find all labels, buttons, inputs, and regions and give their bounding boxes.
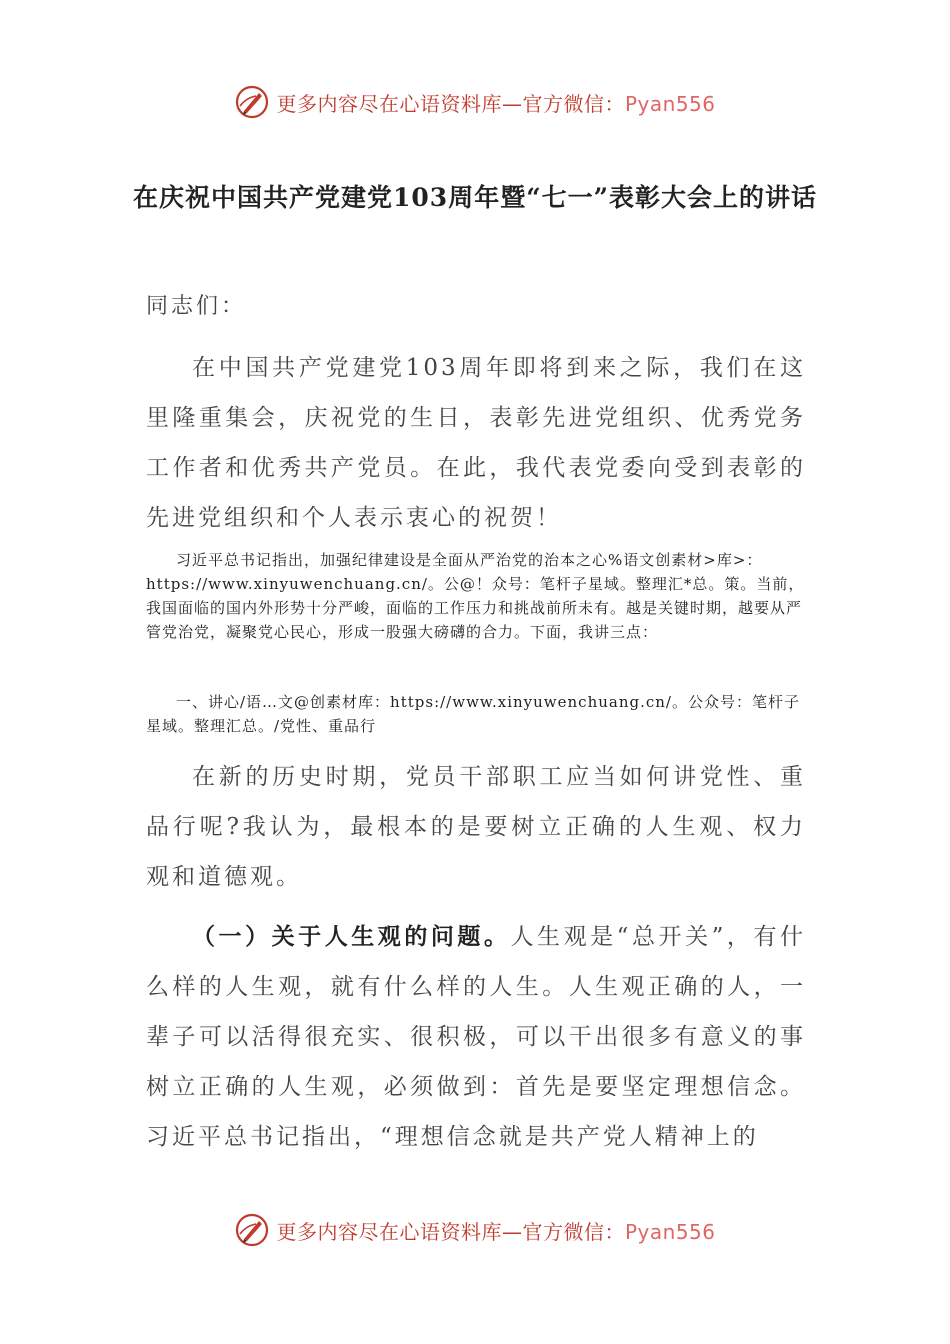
section-heading-1: 一、讲心/语…文@创素材库：https://www.xinyuwenchuang.cn/。公众号：笔杆子星域。整理汇总。/党性、重品行 (146, 693, 800, 735)
paragraph-discipline: 习近平总书记指出，加强纪律建设是全面从严治党的治本之心%语文创素材>库>：https://www.xinyuwenchuang.cn/。公@！众号：笔杆子星域。整理汇*总。策。当前，我国面临的国内外形势十分严峻，面临的工作压力和挑战前所未有。越是关键时期，越要从严管党治党，凝聚党心民心，形成一股强大磅礴的合力。下面，我讲三点： (146, 551, 805, 641)
banner-tagline: 官方微信： (522, 91, 625, 116)
paragraph-outlook-on-life (146, 912, 806, 1162)
footer-banner (0, 1208, 950, 1252)
banner-text (276, 88, 715, 117)
banner-separator: — (501, 1219, 523, 1244)
pen-logo-icon (234, 84, 270, 120)
subsection-body: 人生观是“总开关”，有什么样的人生观，就有什么样的人生。人生观正确的人，一辈子可以活得很充实、很积极，可以干出很多有意义的事树立正确的人生观，必须做到：首先是要坚定理想信念。习近平总书记指出，“理想信念就是共产党人精神上的 (146, 924, 806, 1150)
banner-brand: Pyan556 (624, 1219, 716, 1244)
subsection-heading: （一）关于人生观的问题。 (192, 923, 511, 950)
header-banner (0, 80, 950, 124)
pen-logo-icon (234, 1212, 270, 1248)
banner-text (276, 1216, 715, 1245)
banner-tagline: 官方微信： (522, 1219, 625, 1244)
greeting: 同志们： (146, 294, 247, 319)
banner-main-text: 更多内容尽在心语资料库 (276, 91, 502, 116)
document-title: 在庆祝中国共产党建党103周年暨“七一”表彰大会上的讲话 (133, 183, 817, 212)
banner-brand: Pyan556 (624, 91, 716, 116)
paragraph-party-spirit: 在新的历史时期，党员干部职工应当如何讲党性、重品行呢?我认为，最根本的是要树立正确的人生观、权力观和道德观。 (146, 764, 806, 890)
paragraph-intro: 在中国共产党建党103周年即将到来之际，我们在这里隆重集会，庆祝党的生日，表彰先进党组织、优秀党务工作者和优秀共产党员。在此，我代表党委向受到表彰的先进党组织和个人表示衷心的祝贺！ (146, 355, 806, 531)
banner-separator: — (501, 91, 523, 116)
banner-main-text: 更多内容尽在心语资料库 (276, 1219, 502, 1244)
